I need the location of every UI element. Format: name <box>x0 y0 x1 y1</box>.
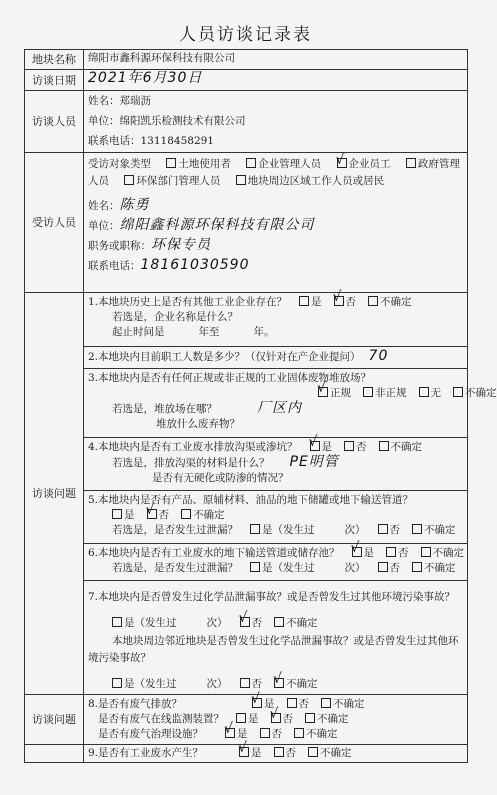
plot-name-label: 地块名称 <box>25 50 84 70</box>
q7-2-yes-checkbox[interactable] <box>112 678 122 688</box>
q7-no-checkbox[interactable] <box>238 610 250 627</box>
question-4: 4.本地块内是否有工业废水排放沟渠或渗坑？ √ 是 否 不确定 若选是，排放沟渠的材料是什么？ PE明管 是否有无硬化或防渗的情况？ <box>84 438 467 491</box>
page-title: 人员访谈记录表 <box>179 25 312 45</box>
check-mark-icon: √ <box>350 540 360 556</box>
question-2: 2.本地块内目前职工人数是多少？（仅针对在产企业提问） 70 <box>84 347 467 369</box>
q6-sub-unsure-checkbox[interactable] <box>412 562 422 572</box>
q3-opt2-checkbox[interactable] <box>363 387 373 397</box>
question-3: 3.本地块内是否有任何正规或非正规的工业固体废物堆放场？ √ 正规 非正规 无 不确定 若选是，堆放场在哪？ 厂区内 堆放什么废弃物？ <box>84 369 467 438</box>
check-mark-icon: √ <box>224 721 233 737</box>
q7-2-no-checkbox[interactable] <box>240 678 250 688</box>
check-mark-icon: √ <box>269 706 279 722</box>
q7-unsure-checkbox[interactable] <box>274 617 284 627</box>
interviewee-name-value: 陈勇 <box>119 197 150 213</box>
question-6: 6.本地块内是否有工业废水的地下输送管道或储存池？ √ 是 否 不确定 若选是，是否发生过泄漏？ 是（发生过 次） 否 不确定 <box>84 544 467 581</box>
q8-sub1-yes-checkbox[interactable] <box>236 713 246 723</box>
interviewee-name-label: 姓名： <box>88 200 120 212</box>
interview-record-table: 地块名称 绵阳市鑫科源环保科技有限公司 访谈日期 2021年6月30日 访谈人员 姓名：郑瑞沥 单位：绵阳凯乐检测技术有限公司 联系电话：13118458291 受访人员 受访对象类型 土地使用者 企业管理人员 √ 企业员工 政府管理人员 环保部门管理人员 地块周边区域工作人员或居民 姓名：陈勇 单位：绵阳鑫科源环保科技有限公司 职务或职称：环保专员 联系电话：18161030590 访谈问题 1.本地块历史上是否有其他工业企业存在？ 是 √ 否 不确定 若选是，企业名称是什么？ 起止时间是 年至 年。 2.本地块内目前职工人数是多少？（仅针对在产企业提问） 70 3.本地块内是否有任何正规或非正规的工业固体废物堆放场？ √ 正规 非正规 无 不确定 若选是，堆放场在哪？ 厂区内 堆放什么废弃物？ 4.本地块内是否有工业废水排放沟渠或渗坑？ √ 是 否 不确定 若选是，排放沟渠的材料是什么？ PE明管 是否有无硬化或防渗的情况？ 5.本地块内是否有产品、原辅材料、油品的地下储罐或地下输送管道？ 是 √ 否 不确定 若选是，是否发生过泄漏？ 是（发生过 次） 否 不确定 6.本地块内是否有工业废水的地下输送管道或储存池？ √ 是 否 不确定 若选是，是否发生过泄漏？ 是（发生过 次） 否 不确定 7.本地块内是否曾发生过化学品泄漏事故？或是否曾发生过其他环境污染事故？ 是（发生过 次） √ 否 不确定 本地块周边邻近地块是否曾发生过化学品泄漏事故？或是否曾发生过其他环境污染事故？ 是（发生过 次） 否 √ 不确定 访谈问题 8.是否有废气排放？ √ 是 否 不确定 是否有废气在线监测装置？ 是 √ 否 不确定 是否有废气治理设施？ √ 是 否 不确定 9.是否有工业废水产生？ √ 是 否 不确定 <box>24 49 468 763</box>
check-mark-icon: √ <box>238 610 248 626</box>
check-mark-icon: √ <box>308 434 318 450</box>
q6-no-checkbox[interactable] <box>386 547 396 557</box>
q9-no-checkbox[interactable] <box>274 747 284 757</box>
q1-yes-checkbox[interactable] <box>299 296 309 306</box>
q5-sub-no-checkbox[interactable] <box>378 524 388 534</box>
interviewee-title-label: 职务或职称： <box>88 240 151 252</box>
q4-yes-checkbox[interactable] <box>308 434 320 451</box>
interviewer-name: 姓名：郑瑞沥 <box>88 95 151 107</box>
q8-sub2-unsure-checkbox[interactable] <box>294 728 304 738</box>
q4-unsure-checkbox[interactable] <box>379 441 389 451</box>
type-checkbox[interactable] <box>406 158 416 168</box>
plot-name-value: 绵阳市鑫科源环保科技有限公司 <box>84 50 468 70</box>
q5-no-checkbox[interactable] <box>145 502 157 519</box>
type-option: 政府管理人员 <box>88 158 460 187</box>
interviewee-phone-label: 联系电话： <box>88 260 141 272</box>
q3-opt4-checkbox[interactable] <box>453 387 463 397</box>
q5-unsure-checkbox[interactable] <box>181 509 191 519</box>
type-checkbox-checked[interactable] <box>335 152 347 168</box>
q5-sub-unsure-checkbox[interactable] <box>412 524 422 534</box>
q8-yes-checkbox[interactable] <box>251 691 262 708</box>
interviewer-unit: 单位：绵阳凯乐检测技术有限公司 <box>88 115 246 127</box>
interviewer-label: 访谈人员 <box>25 91 84 153</box>
type-option: 环保部门管理人员 <box>136 175 221 187</box>
q3-opt3-checkbox[interactable] <box>419 387 429 397</box>
q8-sub1-unsure-checkbox[interactable] <box>305 713 315 723</box>
interview-date-label: 访谈日期 <box>25 70 84 91</box>
q3-sub1-answer: 厂区内 <box>257 400 302 416</box>
q9-unsure-checkbox[interactable] <box>308 747 318 757</box>
q6-yes-checkbox[interactable] <box>350 540 362 557</box>
type-checkbox[interactable] <box>166 158 176 168</box>
q8-unsure-checkbox[interactable] <box>321 698 331 708</box>
questions3-label <box>25 745 84 763</box>
q1-no-checkbox[interactable] <box>332 289 344 306</box>
interviewee-phone-value: 18161030590 <box>140 257 250 273</box>
q8-sub1-no-checkbox[interactable] <box>269 706 281 723</box>
interview-date-value: 2021年6月30日 <box>88 70 203 86</box>
q9-yes-checkbox[interactable] <box>238 740 249 757</box>
q7-2-unsure-checkbox[interactable] <box>273 671 284 688</box>
q1-sub1: 若选是，企业名称是什么？ <box>112 311 238 323</box>
check-mark-icon: √ <box>335 152 345 168</box>
q3-opt1-checkbox[interactable] <box>317 380 328 397</box>
type-option: 企业员工 <box>348 158 391 170</box>
type-option: 地块周边区域工作人员或居民 <box>247 175 385 187</box>
q4-sub1-answer: PE明管 <box>289 454 339 470</box>
type-checkbox[interactable] <box>124 175 134 185</box>
q8-sub2-no-checkbox[interactable] <box>260 728 270 738</box>
interviewee-label: 受访人员 <box>25 153 84 293</box>
type-checkbox[interactable] <box>246 158 256 168</box>
q6-sub-yes-checkbox[interactable] <box>250 562 260 572</box>
questions2-label: 访谈问题 <box>25 695 84 745</box>
q8-sub2-yes-checkbox[interactable] <box>224 721 235 738</box>
interviewee-unit-value: 绵阳鑫科源环保科技有限公司 <box>119 217 315 233</box>
q1-unsure-checkbox[interactable] <box>368 296 378 306</box>
q4-no-checkbox[interactable] <box>344 441 354 451</box>
q6-unsure-checkbox[interactable] <box>421 547 431 557</box>
interviewee-unit-label: 单位： <box>88 220 120 232</box>
type-option: 企业管理人员 <box>258 158 322 170</box>
q6-sub-no-checkbox[interactable] <box>378 562 388 572</box>
q2-answer: 70 <box>368 348 389 364</box>
check-mark-icon: √ <box>238 740 247 756</box>
interviewee-type-label: 受访对象类型 <box>88 158 151 170</box>
check-mark-icon: √ <box>273 671 282 687</box>
question-7: 7.本地块内是否曾发生过化学品泄漏事故？或是否曾发生过其他环境污染事故？ 是（发生过 次） √ 否 不确定 本地块周边邻近地块是否曾发生过化学品泄漏事故？或是否曾发生过其他环境污染事故？ 是（发生过 次） 否 √ 不确定 <box>88 591 459 690</box>
q7-yes-checkbox[interactable] <box>112 617 122 627</box>
question-1: 1.本地块历史上是否有其他工业企业存在？ 是 √ 否 不确定 若选是，企业名称是什么？ 起止时间是 年至 年。 <box>84 293 467 347</box>
questions-label: 访谈问题 <box>25 293 84 695</box>
q8-no-checkbox[interactable] <box>287 698 297 708</box>
q5-sub-yes-checkbox[interactable] <box>250 524 260 534</box>
check-mark-icon: √ <box>317 380 326 396</box>
interviewee-type-row <box>88 152 463 190</box>
question-5: 5.本地块内是否有产品、原辅材料、油品的地下储罐或地下输送管道？ 是 √ 否 不确定 若选是，是否发生过泄漏？ 是（发生过 次） 否 不确定 <box>84 491 467 544</box>
check-mark-icon: √ <box>332 289 342 305</box>
type-checkbox[interactable] <box>236 175 246 185</box>
check-mark-icon: √ <box>251 691 260 707</box>
check-mark-icon: √ <box>145 502 155 518</box>
interviewee-title-value: 环保专员 <box>151 237 211 253</box>
type-option: 土地使用者 <box>178 158 231 170</box>
interviewer-phone: 联系电话：13118458291 <box>88 135 214 147</box>
q5-yes-checkbox[interactable] <box>112 509 122 519</box>
